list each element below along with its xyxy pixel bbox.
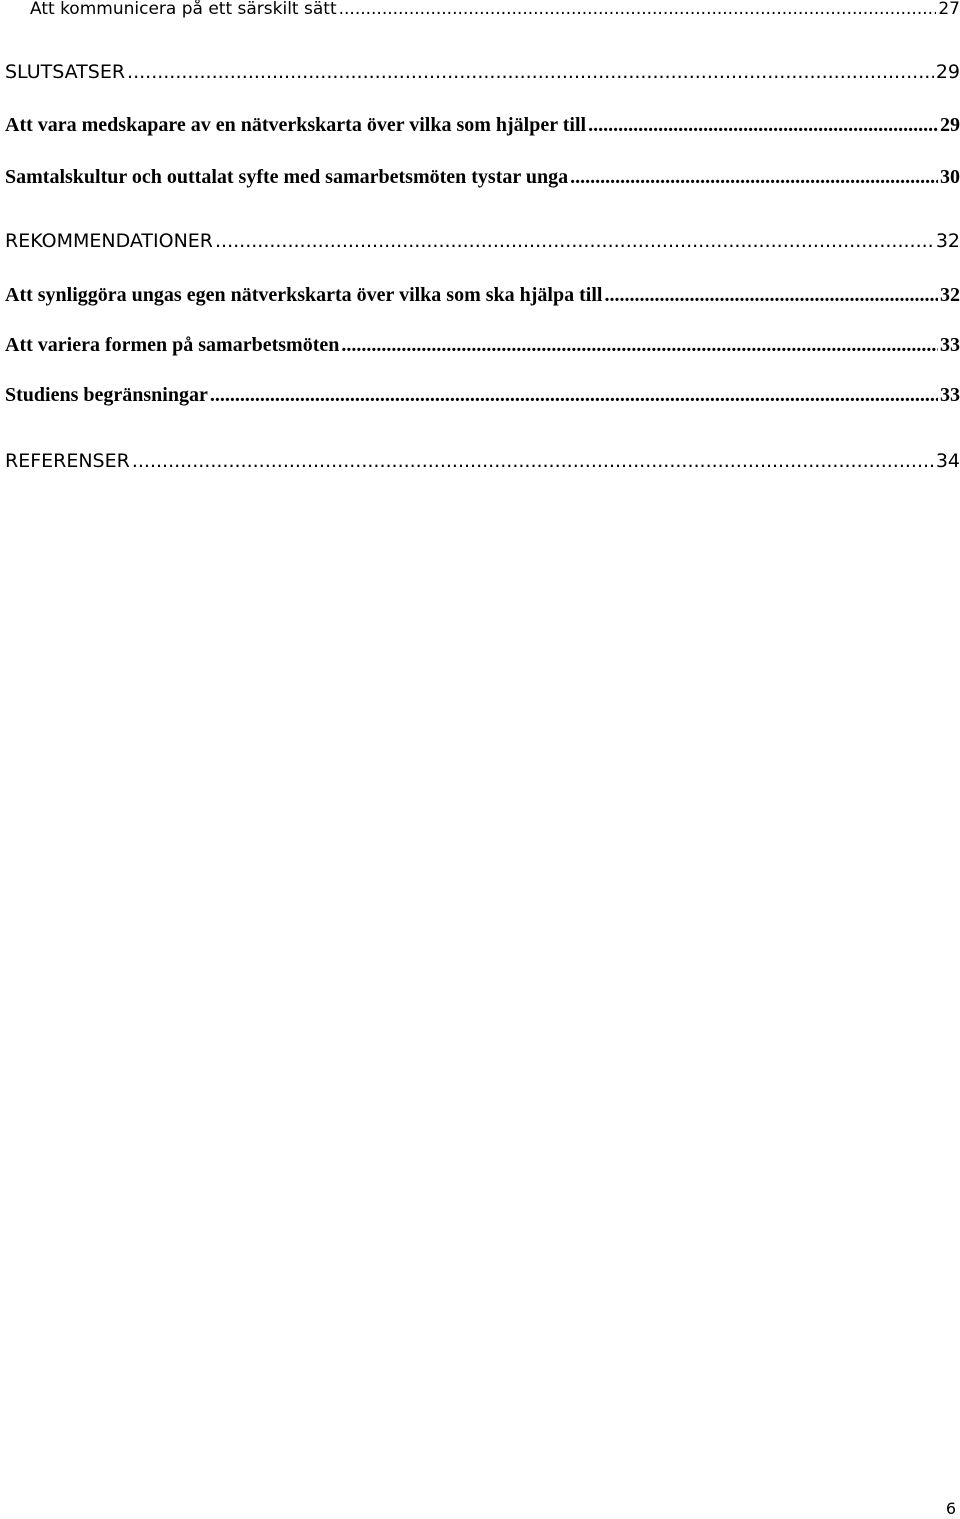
- toc-entry-title: REFERENSER: [5, 450, 130, 472]
- toc-entry-title: Att kommunicera på ett särskilt sätt: [30, 0, 337, 19]
- toc-entry-page: 34: [935, 450, 960, 472]
- toc-entry-page: 27: [938, 0, 960, 19]
- toc-dot-leader: [604, 284, 938, 307]
- toc-dot-leader: [215, 230, 934, 252]
- toc-entry[interactable]: [5, 384, 960, 407]
- toc-dot-leader: [210, 384, 938, 407]
- toc-entry-page: 32: [940, 284, 960, 306]
- toc-dot-leader: [339, 0, 937, 19]
- toc-dot-leader: [588, 114, 938, 137]
- toc-entry-page: 32: [935, 230, 960, 252]
- toc-entry-page: 29: [940, 114, 960, 136]
- toc-entry[interactable]: [5, 61, 960, 83]
- toc-entry-title: REKOMMENDATIONER: [5, 230, 213, 252]
- toc-entry-title: Att synliggöra ungas egen nätverkskarta över vilka som ska hjälpa till: [5, 284, 603, 306]
- toc-entry-title: Studiens begränsningar: [5, 384, 208, 406]
- toc-entry-title: Att variera formen på samarbetsmöten: [5, 334, 340, 356]
- toc-dot-leader: [132, 450, 934, 472]
- toc-entry[interactable]: [5, 114, 960, 137]
- toc-entry-title: Samtalskultur och outtalat syfte med samarbetsmöten tystar unga: [5, 166, 569, 188]
- toc-entry-page: 33: [940, 384, 960, 406]
- toc-entry-page: 30: [940, 166, 960, 188]
- toc-entry[interactable]: [30, 0, 960, 19]
- toc-dot-leader: [127, 61, 934, 83]
- toc-dot-leader: [341, 334, 938, 357]
- toc-entry[interactable]: [5, 284, 960, 307]
- toc-entry[interactable]: [5, 230, 960, 252]
- toc-entry[interactable]: [5, 166, 960, 189]
- toc-entry-page: 33: [940, 334, 960, 356]
- toc-entry-page: 29: [935, 61, 960, 83]
- toc-dot-leader: [570, 166, 938, 189]
- toc-entry-title: SLUTSATSER: [5, 61, 126, 83]
- toc-entry[interactable]: [5, 334, 960, 357]
- page-number: 6: [945, 1499, 956, 1518]
- toc-entry-title: Att vara medskapare av en nätverkskarta över vilka som hjälper till: [5, 114, 587, 136]
- toc-entry[interactable]: [5, 450, 960, 472]
